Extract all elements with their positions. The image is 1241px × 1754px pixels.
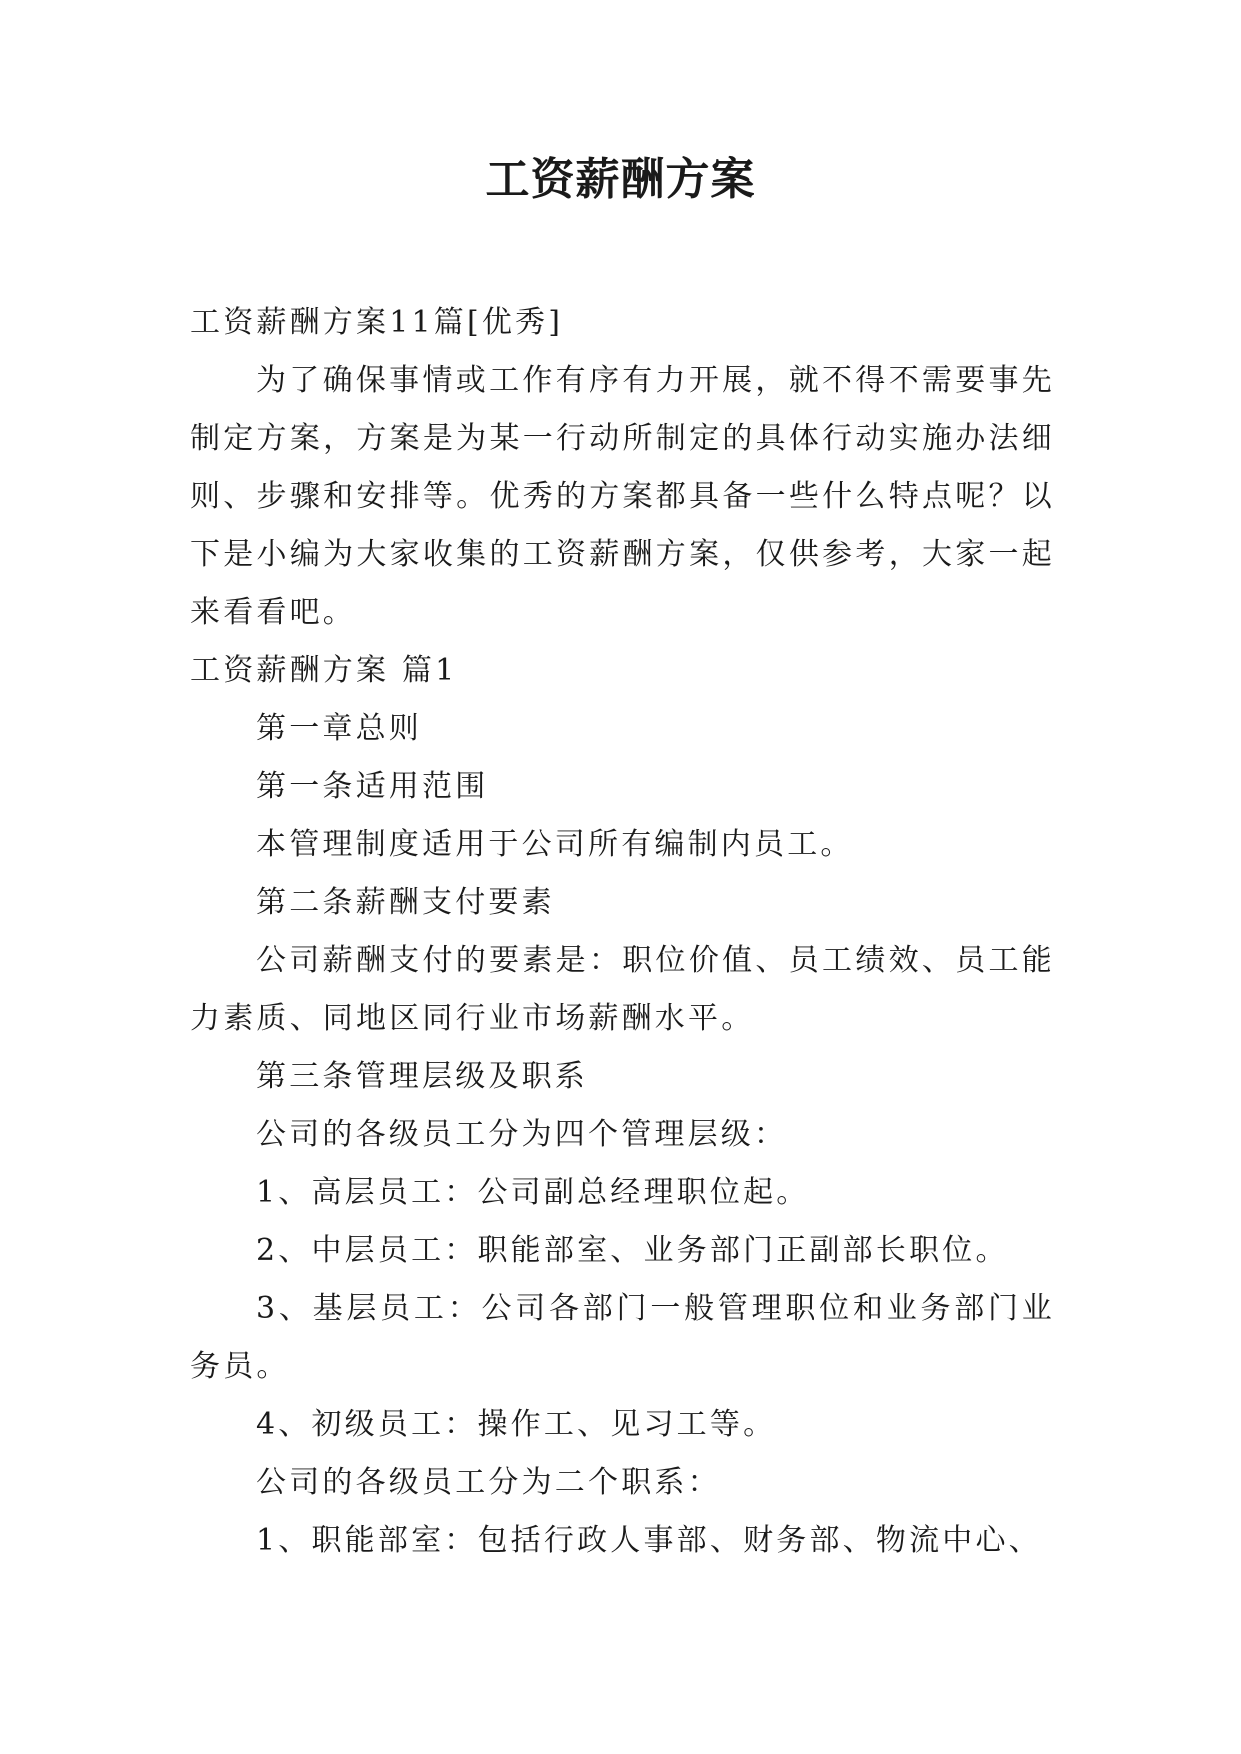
article-heading: 第一条适用范围 (256, 769, 489, 804)
document-title: 工资薪酬方案 (485, 154, 756, 205)
intro-paragraph: 为了确保事情或工作有序有力开展，就不得不需要事先制定方案，方案是为某一行动所制定的具体行动实施办法细则、步骤和安排等。优秀的方案都具备一些什么特点呢？以下是小编为大家收集的工资薪酬方案，仅供参考，大家一起来看看吧。 (190, 363, 1055, 630)
paragraph: 公司的各级员工分为四个管理层级： (256, 1117, 788, 1152)
document-body (190, 294, 1055, 1570)
chapter-heading: 第一章总则 (256, 711, 422, 746)
paragraph: 公司的各级员工分为二个职系： (256, 1465, 721, 1500)
article-heading: 第二条薪酬支付要素 (256, 885, 555, 920)
list-item: 1、职能部室：包括行政人事部、财务部、物流中心、 (256, 1523, 1042, 1558)
article-heading: 第三条管理层级及职系 (256, 1059, 588, 1094)
list-item: 2、中层员工：职能部室、业务部门正副部长职位。 (256, 1233, 1009, 1268)
section-heading: 工资薪酬方案 篇1 (190, 653, 458, 688)
list-item: 4、初级员工：操作工、见习工等。 (256, 1407, 777, 1442)
paragraph: 公司薪酬支付的要素是：职位价值、员工绩效、员工能力素质、同地区同行业市场薪酬水平。 (190, 943, 1055, 1036)
list-item: 3、基层员工：公司各部门一般管理职位和业务部门业务员。 (190, 1291, 1055, 1384)
paragraph: 本管理制度适用于公司所有编制内员工。 (256, 827, 854, 862)
subtitle-line: 工资薪酬方案11篇[优秀] (190, 305, 564, 340)
list-item: 1、高层员工：公司副总经理职位起。 (256, 1175, 810, 1210)
